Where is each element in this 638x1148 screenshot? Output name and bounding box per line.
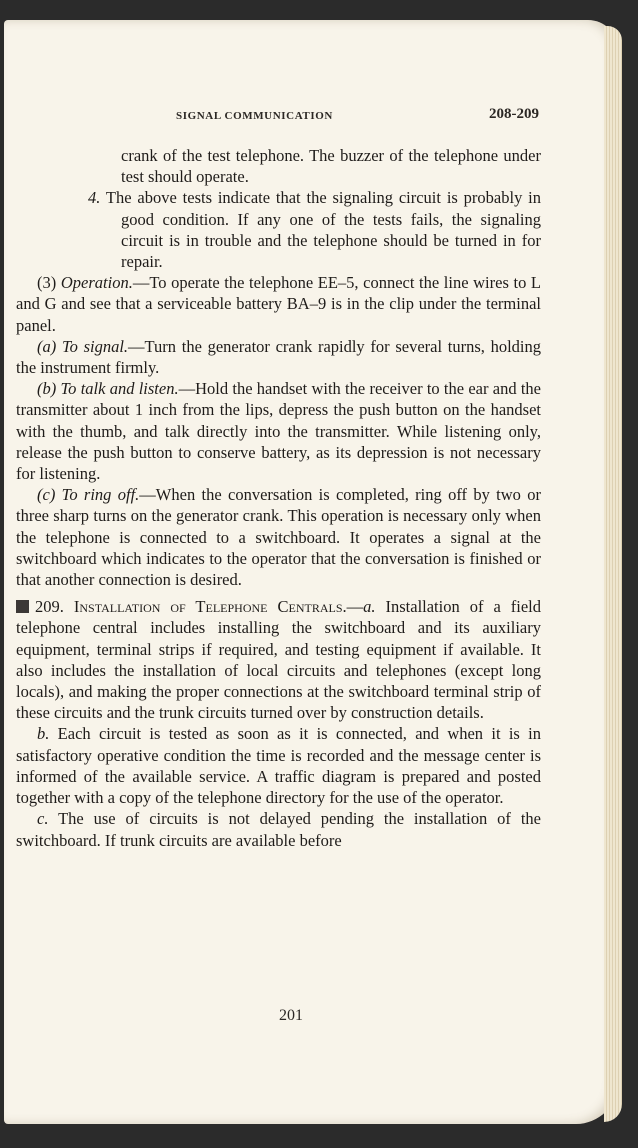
book-page — [4, 20, 618, 1124]
item-text: The use of circuits is not delayed pending the installation of the switchboard. If trunk circuits are available before — [16, 809, 541, 850]
page-body — [16, 145, 541, 851]
page-edges — [604, 26, 622, 1122]
section-item-a: a. — [363, 597, 376, 617]
paragraph-section-209 — [16, 596, 541, 723]
subsection-text: —Hold the handset with the receiver to the ear and the transmitter about 1 inch from the lips, depress the push button on the handset with the thumb, and talk directly into the transmitter. While listening only, release the push button to conserve battery, as its depression is not necessary for listening. — [16, 379, 542, 484]
subsection-lead: To signal. — [61, 336, 129, 356]
paragraph-to-talk — [16, 378, 541, 484]
item-number: 4. — [88, 188, 101, 208]
subsection-text: —Turn the generator crank rapidly for several turns, holding the instrument firmly. — [16, 336, 541, 378]
subsection-lead: To talk and listen. — [60, 379, 179, 399]
subsection-number: (c) — [37, 485, 56, 505]
subsection-text: —To operate the telephone EE–5, connect the line wires to L and G and see that a serviceable battery BA–9 is in the clip under the terminal panel. — [16, 273, 541, 335]
page-range: 208-209 — [489, 106, 539, 122]
paragraph-item-4 — [16, 187, 541, 272]
subsection-number: (a) — [37, 336, 57, 356]
paragraph-to-ring-off — [16, 484, 541, 590]
item-letter-c: c. — [37, 809, 49, 829]
subsection-lead: Operation. — [60, 273, 133, 293]
paragraph-b — [16, 723, 541, 808]
section-title: Installation of Telephone Centrals. — [73, 597, 347, 617]
page-number: 201 — [279, 1007, 303, 1024]
page-header — [16, 104, 541, 126]
item-text: The above tests indicate that the signaling circuit is probably in good condition. If any one of the tests fails, the signaling circuit is in trouble and the telephone should be turned in for repair. — [105, 188, 541, 272]
section-number: 209. — [35, 597, 64, 617]
paragraph-c — [16, 808, 541, 850]
subsection-lead: To ring off. — [61, 485, 140, 505]
running-head: SIGNAL COMMUNICATION — [176, 110, 333, 122]
item-text: Each circuit is tested as soon as it is connected, and when it is in satisfactory operative condition the time is recorded and the message center is informed of the available service. A traffic diagram is prepared and posted together with a copy of the telephone directory for the use of the operator. — [16, 724, 541, 808]
paragraph-operation — [16, 272, 541, 336]
section-text: Installation of a field telephone central includes installing the switchboard and its auxiliary equipment, terminal strips if required, and testing equipment if available. It also includes the installation of local circuits and telephones (except long locals), and making the proper connections at the switchboard terminal strip of these circuits and the trunk circuits turned over by construction details. — [16, 597, 541, 723]
section-marker-icon — [16, 600, 29, 613]
paragraph-crank: crank of the test telephone. The buzzer of the telephone under test should operate. — [121, 146, 541, 187]
subsection-text: —When the conversation is completed, ring off by two or three sharp turns on the generator crank. This operation is necessary only when the telephone is connected to a switchboard. It operates a signal at the switchboard which indicates to the operator that the conversation is finished or that another connection is desired. — [16, 485, 542, 590]
paragraph-to-signal — [16, 336, 541, 378]
item-letter-b: b. — [37, 724, 50, 744]
section-dash: — — [346, 597, 364, 617]
subsection-number: (3) — [37, 273, 57, 293]
subsection-number: (b) — [37, 379, 57, 399]
